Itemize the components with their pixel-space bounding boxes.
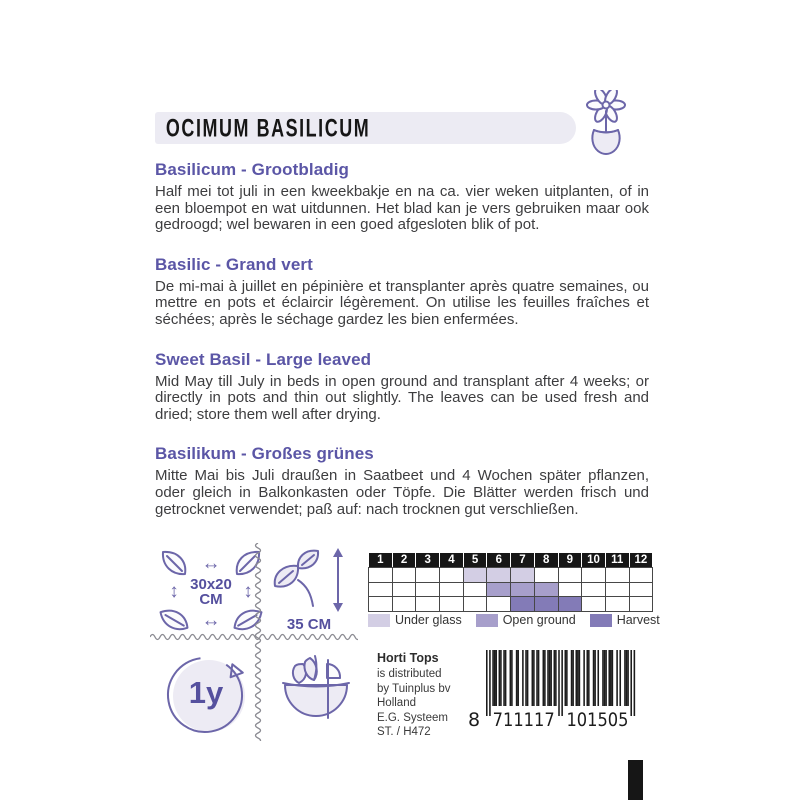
title-band (155, 112, 576, 144)
calendar-cell (369, 582, 393, 597)
distributor-line: Holland (377, 697, 416, 710)
vertical-divider (252, 543, 264, 741)
flower-pot-icon (581, 90, 633, 158)
calendar-cell (582, 568, 606, 583)
spacing-unit: CM (199, 590, 223, 608)
calendar-cell (440, 597, 464, 612)
distributor-line: E.G. Systeem (377, 711, 448, 724)
height-arrow-icon (331, 548, 345, 612)
calendar-cell (534, 568, 558, 583)
distributor-block (377, 651, 451, 740)
calendar-cell (582, 597, 606, 612)
calendar-month-header: 2 (392, 553, 416, 568)
calendar-month-header: 1 (369, 553, 393, 568)
distributor-line: ST. / H472 (377, 726, 431, 739)
lifecycle-value: 1y (188, 675, 224, 710)
legend-label: Harvest (616, 613, 660, 627)
calendar-cell (558, 582, 582, 597)
distributor-line: by Tuinplus bv (377, 682, 451, 695)
calendar-legend (368, 613, 674, 627)
calendar-cell (534, 582, 558, 597)
calendar-cell (629, 582, 653, 597)
calendar-month-header: 12 (629, 553, 653, 568)
distributor-line: is distributed (377, 668, 442, 680)
section-heading: Basilikum - Großes grünes (155, 444, 374, 464)
barcode-digits: 101505 (566, 709, 629, 730)
calendar-cell (582, 582, 606, 597)
legend-swatch (368, 614, 390, 627)
barcode-digits: 8 (467, 709, 481, 730)
calendar-cell (487, 582, 511, 597)
calendar-cell (605, 597, 629, 612)
horizontal-arrow-icon: ↔ (201, 609, 221, 631)
section-heading: Sweet Basil - Large leaved (155, 349, 372, 369)
calendar-cell (605, 582, 629, 597)
spacing-value (190, 577, 232, 607)
section-body: Half mei tot juli in een kweekbakje en na ca. vier weken uitplanten, of in een bloempot en wat uitdunnen. Het blad kan je vers gebruiken maar ook gedroogd; wel bewaren in een goed afgesloten blik of pot. (155, 183, 649, 234)
section-heading: Basilic - Grand vert (155, 254, 313, 274)
section-body: De mi-mai à juillet en pépinière et transplanter après quatre semaines, ou mettre en pots et éclaircir légèrement. On utilise les feuilles fraîches et séchées; après le séchage gardez les bien enfermées. (155, 277, 649, 328)
leaf-icon (160, 549, 188, 577)
annual-cycle-icon (163, 651, 249, 737)
calendar-cell (511, 568, 535, 583)
barcode (464, 648, 640, 730)
calendar-month-header: 7 (511, 553, 535, 568)
calendar-cell (534, 597, 558, 612)
calendar-month-header: 5 (463, 553, 487, 568)
sprout-icon (271, 548, 325, 608)
calendar-month-header: 8 (534, 553, 558, 568)
sowing-calendar-table (368, 552, 653, 612)
calendar-cell (369, 568, 393, 583)
calendar-cell (463, 597, 487, 612)
vertical-arrow-icon: ↕ (243, 581, 253, 602)
calendar-cell (416, 597, 440, 612)
height-value: 35 CM (286, 616, 332, 633)
page-title: OCIMUM BASILICUM (165, 113, 371, 142)
calendar-cell (416, 568, 440, 583)
calendar-cell (416, 582, 440, 597)
section-heading: Basilicum - Grootbladig (155, 160, 350, 179)
language-section (155, 444, 649, 518)
calendar-cell (440, 568, 464, 583)
description-sections (155, 160, 649, 539)
horizontal-arrow-icon: ↔ (201, 552, 221, 574)
legend-swatch (590, 614, 612, 627)
salad-bowl-icon (281, 652, 351, 724)
calendar-cell (440, 582, 464, 597)
calendar-cell (463, 582, 487, 597)
calendar-cell (511, 582, 535, 597)
calendar-cell (558, 568, 582, 583)
calendar-cell (463, 568, 487, 583)
plant-spacing-icon (159, 548, 263, 635)
calendar-cell (511, 597, 535, 612)
spacing-distance: 30x20 (190, 575, 232, 593)
calendar-cell (629, 568, 653, 583)
calendar-month-header: 10 (582, 553, 606, 568)
calendar-cell (392, 568, 416, 583)
calendar-cell (392, 597, 416, 612)
calendar-month-header: 6 (487, 553, 511, 568)
legend-swatch (476, 614, 498, 627)
language-section (155, 160, 649, 234)
calendar-cell (558, 597, 582, 612)
calendar-cell (487, 597, 511, 612)
section-body: Mitte Mai bis Juli draußen in Saatbeet und 4 Wochen später pflanzen, oder gleich in Balkonkasten oder Töpfe. Die Blätter werden frisch und getrocknet verwendet; paß auf: nach trocknen gut verschließen. (155, 467, 649, 518)
calendar-month-header: 3 (416, 553, 440, 568)
section-body: Mid May till July in beds in open ground and transplant after 4 weeks; or directly in pots and thin out slightly. The leaves can be used fresh and dried; store them well after drying. (155, 372, 649, 423)
distributor-name: Horti Tops (377, 651, 439, 665)
calendar-cell (369, 597, 393, 612)
vertical-arrow-icon: ↕ (169, 581, 179, 602)
calendar-cell (605, 568, 629, 583)
plant-height-icon (271, 548, 353, 633)
legend-label: Open ground (502, 613, 576, 627)
barcode-digits: 711117 (492, 709, 555, 730)
language-section (155, 350, 649, 424)
print-registration-mark (628, 760, 643, 800)
calendar-month-header: 11 (605, 553, 629, 568)
legend-label: Under glass (395, 613, 462, 627)
language-section (155, 255, 649, 329)
calendar-cell (487, 568, 511, 583)
calendar-month-header: 4 (440, 553, 464, 568)
calendar-cell (392, 582, 416, 597)
distributor-lines (377, 667, 451, 740)
calendar-month-header: 9 (558, 553, 582, 568)
calendar-cell (629, 597, 653, 612)
